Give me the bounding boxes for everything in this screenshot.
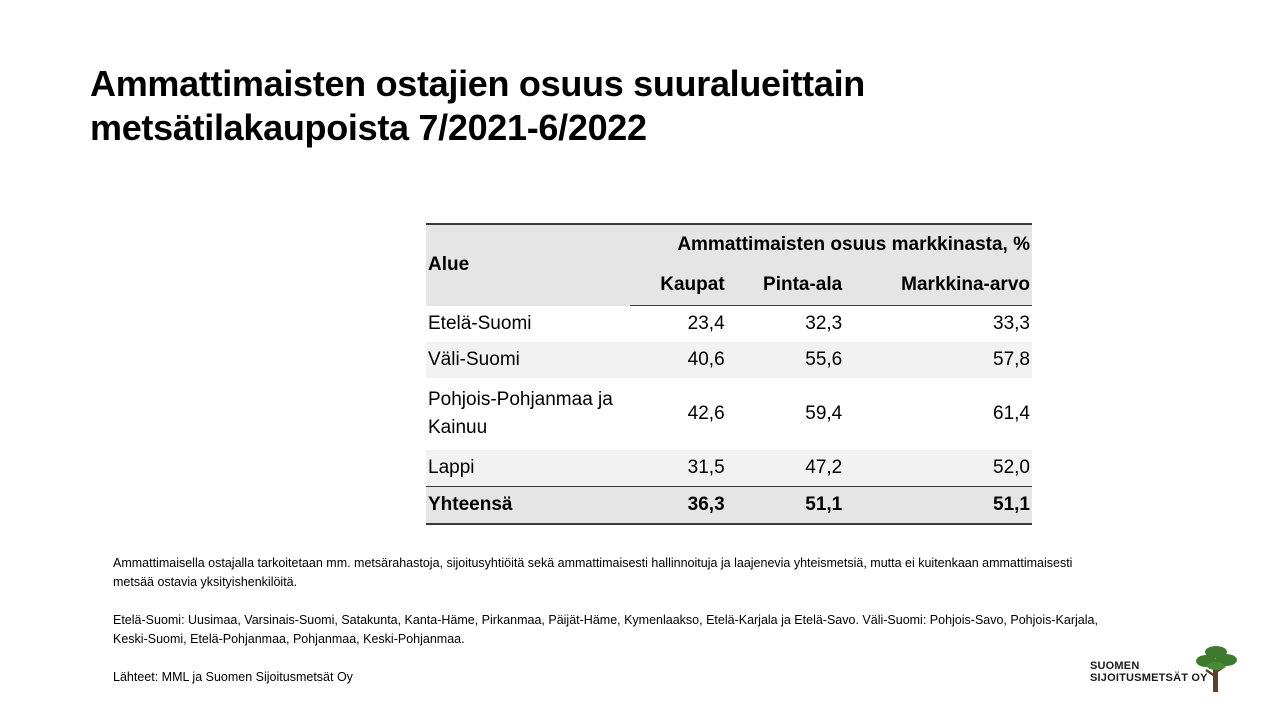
header-kaupat: Kaupat: [630, 265, 727, 306]
region-name: Väli-Suomi: [426, 342, 630, 378]
regions-note: Etelä-Suomi: Uusimaa, Varsinais-Suomi, Satakunta, Kanta-Häme, Pirkanmaa, Päijät-Häme, Kymenlaakso, Etelä-Karjala ja Etelä-Savo. Väli-Suomi: Pohjois-Savo, Pohjois-Karjala, Keski-Suomi, Etelä-Pohjanmaa, Pohjanmaa, Keski-Pohjanmaa.: [113, 613, 1098, 646]
table-row: [426, 378, 1032, 450]
pinta-ala-value: 47,2: [727, 450, 845, 487]
pinta-ala-value: 32,3: [805, 313, 843, 334]
page-title: [90, 62, 1090, 150]
kaupat-value: 40,6: [630, 342, 727, 378]
total-label: Yhteensä: [426, 487, 630, 525]
kaupat-value: 42,6: [687, 403, 725, 424]
table-total-row: [426, 487, 1032, 525]
footnotes: [113, 554, 1103, 706]
pinta-ala-value: 55,6: [727, 342, 845, 378]
total-pinta-ala: 51,1: [727, 487, 845, 525]
region-name: Etelä-Suomi: [428, 312, 532, 334]
sources-note: Lähteet: MML ja Suomen Sijoitusmetsät Oy: [113, 670, 353, 684]
total-markkina-arvo: 51,1: [844, 487, 1032, 525]
header-group: Ammattimaisten osuus markkinasta, %: [630, 224, 1032, 265]
pinta-ala-value: 59,4: [805, 403, 843, 424]
company-logo: [1090, 642, 1240, 698]
markkina-arvo-value: 52,0: [844, 450, 1032, 487]
definition-note: Ammattimaisella ostajalla tarkoitetaan mm. metsärahastoja, sijoitusyhtiöitä sekä ammattimaisesti hallinnoituja ja laajenevia yhteismetsiä, mutta ei kuitenkaan ammattimaisesti metsää ostavia yksityishenkilöitä.: [113, 556, 1073, 589]
header-alue: Alue: [426, 224, 630, 306]
markkina-arvo-value: 33,3: [993, 313, 1030, 334]
region-name: Pohjois-Pohjanmaa ja Kainuu: [428, 389, 613, 438]
market-share-table: [426, 223, 1032, 525]
logo-text: [1090, 660, 1208, 684]
header-markkina-arvo: Markkina-arvo: [844, 265, 1032, 306]
table-row: [426, 342, 1032, 378]
kaupat-value: 31,5: [630, 450, 727, 487]
header-pinta-ala: Pinta-ala: [727, 265, 845, 306]
logo-line-1: SUOMEN: [1090, 660, 1140, 672]
markkina-arvo-value: 61,4: [993, 403, 1030, 424]
region-name: Lappi: [426, 450, 630, 487]
total-kaupat: 36,3: [630, 487, 727, 525]
kaupat-value: 23,4: [687, 313, 725, 334]
tree-icon: [1194, 642, 1238, 694]
table-row: [426, 450, 1032, 487]
title-line-2: metsätilakaupoista 7/2021-6/2022: [90, 107, 647, 148]
markkina-arvo-value: 57,8: [844, 342, 1032, 378]
logo-line-2: SIJOITUSMETSÄT OY: [1090, 672, 1208, 684]
title-line-1: Ammattimaisten ostajien osuus suuralueittain: [90, 63, 865, 104]
table-row: [426, 306, 1032, 343]
